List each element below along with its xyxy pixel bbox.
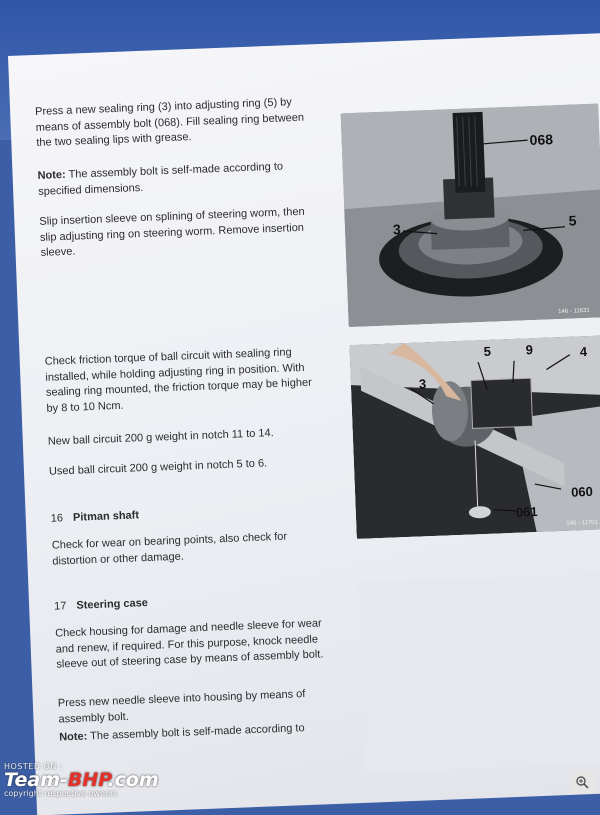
callout-061: 061 [515, 504, 538, 520]
section-17-heading [54, 597, 148, 613]
section-17-number: 17 [53, 600, 67, 613]
watermark-copyright: copyright respective owners [4, 789, 118, 798]
friction-torque-instruction: Check friction torque of ball circuit with sealing ring installed, while holding adjusting ring in position. With sealing ring mounted, the friction torque may be higher by 8 to 10 Ncm. [44, 346, 312, 415]
figure1-code: 146 - 11631 [558, 307, 590, 316]
zoom-button[interactable] [570, 770, 594, 794]
steering-case-instruction: Check housing for damage and needle sleeve for wear and renew, if required. For this purpose, knock needle sleeve out of steering case by means of assembly bolt. [54, 617, 324, 671]
callout-060: 060 [570, 483, 594, 500]
callout-3: 3 [392, 221, 402, 238]
section-16-heading [51, 509, 140, 524]
assembly-bolt-note: Note: The assembly bolt is self-made according to specified dimensions. [37, 160, 284, 198]
section-17-title: Steering case [76, 597, 149, 612]
team-bhp-watermark [4, 762, 159, 798]
watermark-hosted-label: HOSTED ON : [4, 762, 64, 771]
figure-placeholder-area [358, 573, 600, 773]
zoom-in-icon [575, 775, 589, 789]
callout-9: 9 [525, 342, 534, 358]
callout-5: 5 [568, 212, 577, 229]
section-16-number: 16 [50, 512, 64, 525]
sealing-ring-instruction: Press a new sealing ring (3) into adjusting ring (5) by means of assembly bolt (068). Fill sealing ring between the two sealing lips with grease. [34, 96, 305, 149]
note-label: Note: [37, 168, 66, 182]
insertion-sleeve-instruction: Slip insertion sleeve on splining of steering worm, then slip adjusting ring on steering worm. Remove insertion sleeve. [39, 205, 305, 259]
figure-assembly-bolt-photo [340, 103, 600, 327]
figure-friction-torque-photo [349, 335, 600, 539]
callout-3b: 3 [418, 376, 427, 392]
callout-5b: 5 [483, 343, 492, 359]
callout-4: 4 [579, 343, 588, 360]
figure2-code: 146 - 11701 [566, 519, 599, 527]
note-label-2: Note: [58, 730, 88, 744]
manual-page [8, 33, 600, 815]
section17-note: Note: The assembly bolt is self-made according to [58, 722, 305, 744]
section-16-title: Pitman shaft [72, 509, 140, 524]
used-ball-circuit-spec: Used ball circuit 200 g weight in notch 5 to 6. [48, 457, 268, 478]
new-ball-circuit-spec: New ball circuit 200 g weight in notch 11 to 14. [47, 427, 274, 448]
team-bhp-logo: Team-BHP.com [4, 769, 159, 791]
callout-068: 068 [529, 131, 554, 149]
pitman-shaft-instruction: Check for wear on bearing points, also check for distortion or other damage. [51, 530, 288, 568]
needle-sleeve-instruction: Press new needle sleeve into housing by means of assembly bolt. [57, 688, 306, 726]
